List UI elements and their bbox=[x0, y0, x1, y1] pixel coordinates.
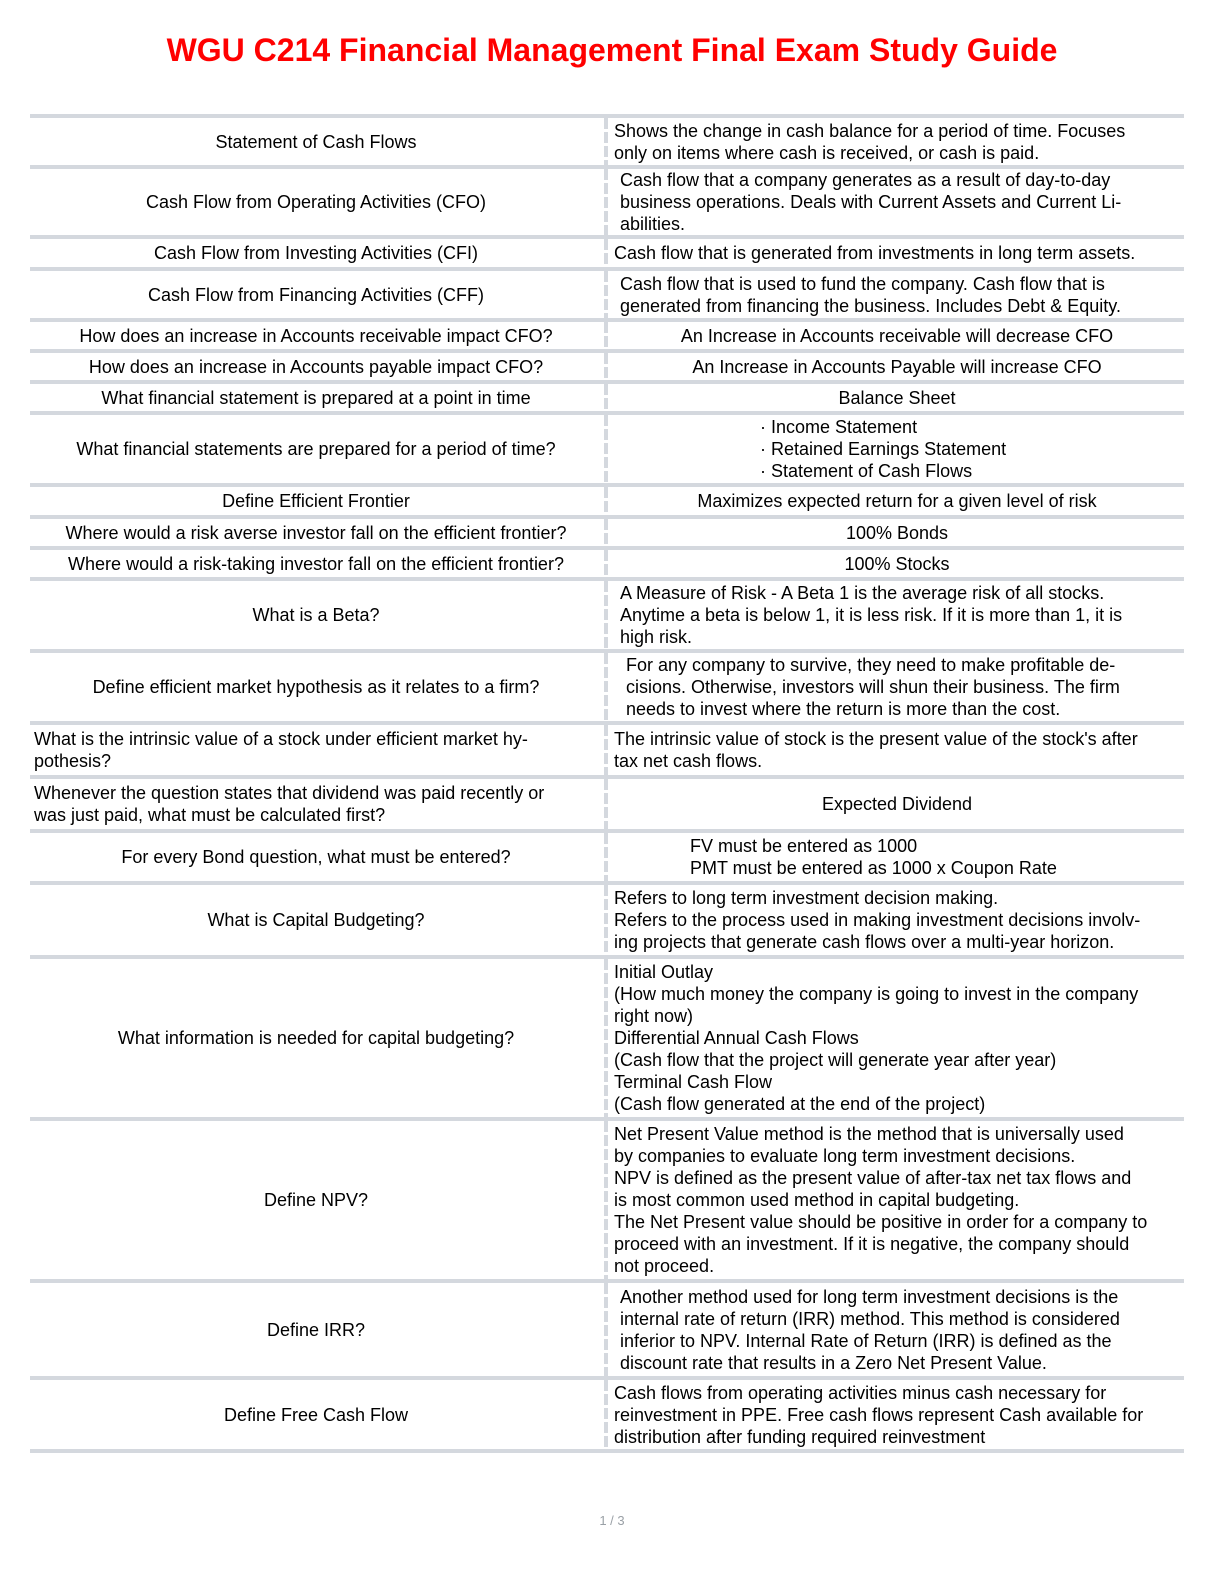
question-cell bbox=[30, 384, 602, 411]
question-cell bbox=[30, 725, 602, 775]
answer-cell bbox=[610, 959, 1184, 1117]
answer-text: is most common used method in capital budgeting. bbox=[614, 1190, 1020, 1210]
table-row bbox=[30, 725, 1184, 779]
question-cell bbox=[30, 885, 602, 955]
answer-text: · Statement of Cash Flows bbox=[760, 461, 973, 481]
answer-cell bbox=[610, 1380, 1184, 1449]
answer-cell bbox=[610, 239, 1184, 267]
answer-text: not proceed. bbox=[614, 1256, 715, 1276]
table-row bbox=[30, 519, 1184, 550]
column-divider bbox=[604, 353, 608, 380]
question-text: Where would a risk averse investor fall on the efficient frontier? bbox=[65, 522, 567, 543]
answer-text: Cash flow that is used to fund the company. Cash flow that is bbox=[620, 273, 1105, 294]
answer-cell bbox=[610, 415, 1184, 483]
table-row bbox=[30, 959, 1184, 1121]
column-divider bbox=[604, 519, 608, 546]
column-divider bbox=[604, 779, 608, 829]
answer-text: · Income Statement bbox=[760, 417, 918, 437]
question-text: What is Capital Budgeting? bbox=[207, 910, 425, 930]
question-text: Define Free Cash Flow bbox=[223, 1404, 409, 1425]
answer-text: For any company to survive, they need to make profitable de- bbox=[626, 655, 1116, 675]
question-text: Cash Flow from Investing Activities (CFI) bbox=[153, 243, 479, 263]
answer-text: by companies to evaluate long term investment decisions. bbox=[614, 1146, 1076, 1166]
question-cell bbox=[30, 653, 602, 721]
question-text: What financial statement is prepared at a point in time bbox=[101, 387, 531, 408]
column-divider bbox=[604, 833, 608, 881]
question-cell bbox=[30, 322, 602, 349]
answer-cell bbox=[610, 581, 1184, 649]
answer-text: Expected Dividend bbox=[821, 794, 973, 814]
answer-text: distribution after funding required reinvestment bbox=[614, 1426, 986, 1447]
answer-text: business operations. Deals with Current Assets and Current Li- bbox=[620, 192, 1122, 212]
answer-cell bbox=[610, 353, 1184, 380]
answer-cell bbox=[610, 550, 1184, 577]
table-row bbox=[30, 353, 1184, 384]
column-divider bbox=[604, 169, 608, 235]
table-row bbox=[30, 271, 1184, 322]
question-cell bbox=[30, 118, 602, 165]
table-row bbox=[30, 885, 1184, 959]
question-text: Define IRR? bbox=[266, 1319, 366, 1340]
answer-text: needs to invest where the return is more than the cost. bbox=[626, 699, 1061, 719]
answer-text: reinvestment in PPE. Free cash flows represent Cash available for bbox=[614, 1404, 1144, 1425]
answer-cell bbox=[610, 653, 1184, 721]
answer-text: Cash flow that is generated from investments in long term assets. bbox=[614, 243, 1136, 263]
answer-text: Another method used for long term investment decisions is the bbox=[620, 1286, 1119, 1307]
column-divider bbox=[604, 118, 608, 165]
table-row bbox=[30, 415, 1184, 487]
answer-cell bbox=[610, 487, 1184, 515]
question-text: How does an increase in Accounts payable impact CFO? bbox=[88, 356, 544, 377]
answer-cell bbox=[610, 725, 1184, 775]
question-text: Define efficient market hypothesis as it relates to a firm? bbox=[92, 677, 540, 697]
column-divider bbox=[604, 271, 608, 318]
question-text: Define NPV? bbox=[263, 1190, 369, 1210]
question-text: For every Bond question, what must be entered? bbox=[121, 847, 511, 867]
answer-cell bbox=[610, 779, 1184, 829]
answer-text: Refers to long term investment decision making. bbox=[614, 888, 999, 908]
answer-text: Differential Annual Cash Flows bbox=[614, 1028, 859, 1048]
answer-text: The Net Present value should be positive in order for a company to bbox=[614, 1212, 1148, 1232]
question-text: Cash Flow from Financing Activities (CFF) bbox=[147, 284, 485, 305]
table-row bbox=[30, 384, 1184, 415]
question-cell bbox=[30, 353, 602, 380]
column-divider bbox=[604, 415, 608, 483]
table-row bbox=[30, 550, 1184, 581]
answer-text: (Cash flow generated at the end of the project) bbox=[614, 1094, 986, 1114]
question-cell bbox=[30, 415, 602, 483]
column-divider bbox=[604, 959, 608, 1117]
answer-text: high risk. bbox=[620, 627, 693, 647]
page-number: 1 / 3 bbox=[599, 1513, 625, 1528]
table-row bbox=[30, 779, 1184, 833]
table-row bbox=[30, 833, 1184, 885]
question-cell bbox=[30, 169, 602, 235]
question-text: How does an increase in Accounts receivable impact CFO? bbox=[79, 325, 553, 346]
answer-cell bbox=[610, 519, 1184, 546]
column-divider bbox=[604, 1283, 608, 1376]
answer-cell bbox=[610, 1283, 1184, 1376]
answer-text: FV must be entered as 1000 bbox=[690, 836, 918, 856]
answer-text: Anytime a beta is below 1, it is less risk. If it is more than 1, it is bbox=[620, 605, 1123, 625]
answer-text: (Cash flow that the project will generate year after year) bbox=[614, 1050, 1057, 1070]
question-cell bbox=[30, 1121, 602, 1279]
answer-text: Cash flow that a company generates as a result of day-to-day bbox=[620, 170, 1111, 190]
answer-cell bbox=[610, 322, 1184, 349]
table-row bbox=[30, 169, 1184, 239]
question-text: was just paid, what must be calculated first? bbox=[34, 805, 386, 825]
answer-text: Terminal Cash Flow bbox=[614, 1072, 773, 1092]
column-divider bbox=[604, 581, 608, 649]
column-divider bbox=[604, 725, 608, 775]
question-cell bbox=[30, 487, 602, 515]
question-text: What financial statements are prepared for a period of time? bbox=[76, 439, 556, 459]
column-divider bbox=[604, 1380, 608, 1449]
answer-text: only on items where cash is received, or cash is paid. bbox=[614, 142, 1040, 163]
table-row bbox=[30, 322, 1184, 353]
question-cell bbox=[30, 779, 602, 829]
answer-text: tax net cash flows. bbox=[614, 751, 763, 771]
question-cell bbox=[30, 239, 602, 267]
question-text: pothesis? bbox=[34, 751, 112, 771]
answer-text: · Retained Earnings Statement bbox=[760, 439, 1007, 459]
answer-text: Maximizes expected return for a given level of risk bbox=[697, 491, 1097, 511]
answer-text: right now) bbox=[614, 1006, 694, 1026]
table-row bbox=[30, 487, 1184, 519]
answer-text: PMT must be entered as 1000 x Coupon Rate bbox=[690, 858, 1057, 878]
question-text: Define Efficient Frontier bbox=[222, 491, 410, 511]
answer-text: cisions. Otherwise, investors will shun their business. The firm bbox=[626, 677, 1120, 697]
answer-text: Refers to the process used in making investment decisions involv- bbox=[614, 910, 1141, 930]
answer-text: proceed with an investment. If it is negative, the company should bbox=[614, 1234, 1130, 1254]
question-cell bbox=[30, 581, 602, 649]
answer-text: Initial Outlay bbox=[614, 962, 714, 982]
question-text: Statement of Cash Flows bbox=[215, 131, 417, 152]
question-text: Where would a risk-taking investor fall on the efficient frontier? bbox=[68, 553, 564, 574]
question-cell bbox=[30, 959, 602, 1117]
table-row bbox=[30, 1380, 1184, 1453]
answer-cell bbox=[610, 833, 1184, 881]
question-cell bbox=[30, 1283, 602, 1376]
answer-text: Cash flows from operating activities minus cash necessary for bbox=[614, 1382, 1107, 1403]
question-cell bbox=[30, 550, 602, 577]
question-cell bbox=[30, 1380, 602, 1449]
question-text: Whenever the question states that dividend was paid recently or bbox=[34, 783, 545, 803]
table-row bbox=[30, 1283, 1184, 1380]
answer-cell bbox=[610, 271, 1184, 318]
answer-text: generated from financing the business. Includes Debt & Equity. bbox=[620, 295, 1121, 316]
answer-text: NPV is defined as the present value of after-tax net tax flows and bbox=[614, 1168, 1132, 1188]
answer-text: Shows the change in cash balance for a period of time. Focuses bbox=[614, 120, 1126, 141]
answer-text: internal rate of return (IRR) method. This method is considered bbox=[620, 1308, 1120, 1329]
answer-text: discount rate that results in a Zero Net Present Value. bbox=[620, 1352, 1047, 1373]
answer-cell bbox=[610, 384, 1184, 411]
answer-text: inferior to NPV. Internal Rate of Return (IRR) is defined as the bbox=[620, 1330, 1112, 1351]
answer-text: ing projects that generate cash flows over a multi-year horizon. bbox=[614, 932, 1115, 952]
answer-text: Net Present Value method is the method that is universally used bbox=[614, 1124, 1124, 1144]
page-title: WGU C214 Financial Management Final Exam Study Guide bbox=[166, 32, 1058, 68]
table-row bbox=[30, 653, 1184, 725]
column-divider bbox=[604, 239, 608, 267]
answer-text: abilities. bbox=[620, 214, 686, 234]
column-divider bbox=[604, 322, 608, 349]
answer-text: The intrinsic value of stock is the present value of the stock's after bbox=[614, 729, 1138, 749]
column-divider bbox=[604, 384, 608, 411]
table-row bbox=[30, 581, 1184, 653]
column-divider bbox=[604, 885, 608, 955]
answer-text: (How much money the company is going to invest in the company bbox=[614, 984, 1139, 1004]
answer-text: 100% Stocks bbox=[844, 553, 950, 574]
answer-text: 100% Bonds bbox=[845, 522, 949, 543]
column-divider bbox=[604, 487, 608, 515]
question-cell bbox=[30, 833, 602, 881]
answer-cell bbox=[610, 885, 1184, 955]
answer-text: A Measure of Risk - A Beta 1 is the average risk of all stocks. bbox=[620, 583, 1105, 603]
column-divider bbox=[604, 653, 608, 721]
study-guide-table bbox=[30, 114, 1184, 1453]
answer-text: An Increase in Accounts Payable will increase CFO bbox=[692, 356, 1102, 377]
column-divider bbox=[604, 1121, 608, 1279]
table-row bbox=[30, 1121, 1184, 1283]
question-text: What is the intrinsic value of a stock under efficient market hy- bbox=[34, 729, 528, 749]
question-text: What is a Beta? bbox=[252, 605, 380, 625]
answer-cell bbox=[610, 1121, 1184, 1279]
table-row bbox=[30, 239, 1184, 271]
answer-cell bbox=[610, 169, 1184, 235]
question-cell bbox=[30, 271, 602, 318]
answer-text: Balance Sheet bbox=[838, 387, 956, 408]
answer-text: An Increase in Accounts receivable will decrease CFO bbox=[680, 325, 1114, 346]
question-cell bbox=[30, 519, 602, 546]
column-divider bbox=[604, 550, 608, 577]
answer-cell bbox=[610, 118, 1184, 165]
question-text: Cash Flow from Operating Activities (CFO) bbox=[145, 192, 487, 212]
question-text: What information is needed for capital budgeting? bbox=[117, 1028, 515, 1048]
table-row bbox=[30, 118, 1184, 169]
